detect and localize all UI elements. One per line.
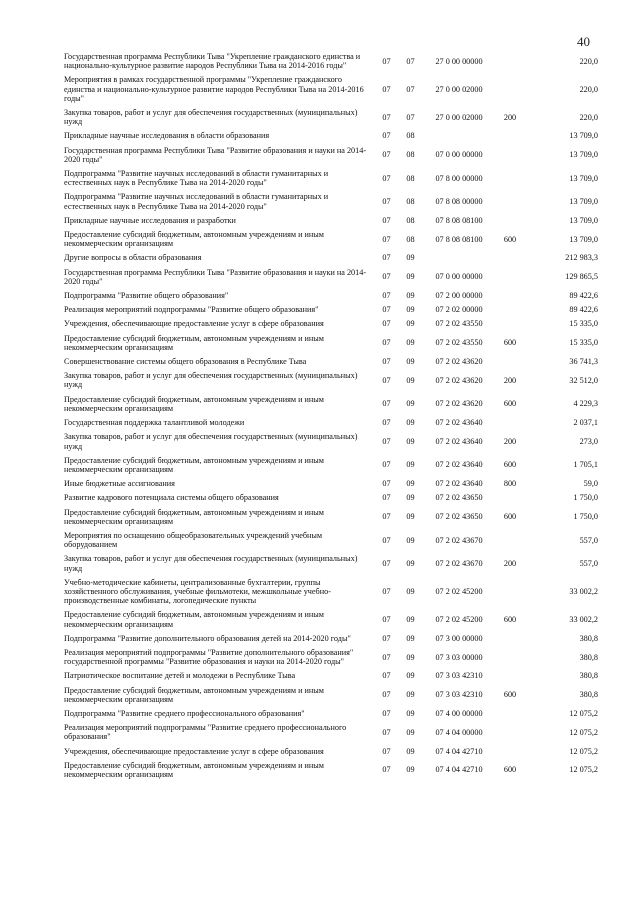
row-expense-type bbox=[495, 318, 525, 332]
row-section: 07 bbox=[382, 197, 391, 207]
row-name: Предоставление субсидий бюджетным, автономным учреждениям и иным некоммерческим организациям bbox=[64, 333, 324, 352]
row-expense-type bbox=[495, 191, 525, 214]
row-subsection: 09 bbox=[406, 512, 415, 522]
row-amount: 12 075,2 bbox=[569, 708, 598, 718]
row-expense-type: 200 bbox=[503, 436, 517, 446]
row-name: Закупка товаров, работ и услуг для обеспечения государственных (муниципальных) нужд bbox=[64, 371, 358, 390]
row-subsection: 09 bbox=[406, 357, 415, 367]
table-row bbox=[64, 492, 598, 506]
row-expense-type bbox=[495, 670, 525, 684]
row-amount: 15 335,0 bbox=[569, 319, 598, 329]
row-name: Подпрограмма "Развитие дополнительного образования детей на 2014-2020 годы" bbox=[64, 633, 351, 643]
row-section: 07 bbox=[382, 272, 391, 282]
table-row bbox=[64, 431, 598, 454]
row-name: Закупка товаров, работ и услуг для обеспечения государственных (муниципальных) нужд bbox=[64, 432, 358, 451]
row-target-article: 07 0 00 00000 bbox=[435, 272, 483, 282]
row-expense-type bbox=[495, 577, 525, 610]
table-row bbox=[64, 455, 598, 478]
row-section: 07 bbox=[382, 708, 391, 718]
row-subsection: 07 bbox=[406, 84, 415, 94]
row-amount: 32 512,0 bbox=[569, 375, 598, 385]
row-target-article: 07 2 02 43620 bbox=[435, 399, 483, 409]
row-target-article: 07 8 08 08100 bbox=[435, 234, 483, 244]
row-section: 07 bbox=[382, 56, 391, 66]
row-name: Государственная поддержка талантливой молодежи bbox=[64, 418, 245, 428]
row-expense-type bbox=[495, 417, 525, 431]
row-amount: 13 709,0 bbox=[569, 173, 598, 183]
row-target-article: 07 2 02 45200 bbox=[435, 614, 483, 624]
page-number: 40 bbox=[577, 34, 590, 49]
table-row bbox=[64, 394, 598, 417]
table-row bbox=[64, 708, 598, 722]
row-name: Предоставление субсидий бюджетным, автономным учреждениям и иным некоммерческим организациям bbox=[64, 760, 324, 779]
row-amount: 89 422,6 bbox=[569, 291, 598, 301]
table-row bbox=[64, 318, 598, 332]
row-target-article: 07 3 03 42310 bbox=[435, 671, 483, 681]
row-amount: 220,0 bbox=[579, 112, 598, 122]
row-target-article: 07 4 04 42710 bbox=[435, 765, 483, 775]
row-section: 07 bbox=[382, 173, 391, 183]
table-row bbox=[64, 722, 598, 745]
row-subsection: 09 bbox=[406, 727, 415, 737]
row-section: 07 bbox=[382, 671, 391, 681]
table-row bbox=[64, 267, 598, 290]
table-row bbox=[64, 356, 598, 370]
row-name: Реализация мероприятий подпрограммы "Развитие общего образования" bbox=[64, 305, 319, 315]
row-subsection: 08 bbox=[406, 150, 415, 160]
row-expense-type bbox=[495, 130, 525, 144]
row-subsection: 08 bbox=[406, 131, 415, 141]
row-amount: 33 002,2 bbox=[569, 586, 598, 596]
row-target-article: 07 2 02 00000 bbox=[435, 305, 483, 315]
row-name: Предоставление субсидий бюджетным, автономным учреждениям и иным некоммерческим организациям bbox=[64, 394, 324, 413]
table-row bbox=[64, 760, 598, 783]
row-name: Учреждения, обеспечивающие предоставление услуг в сфере образования bbox=[64, 319, 324, 329]
row-amount: 13 709,0 bbox=[569, 131, 598, 141]
row-target-article: 07 3 03 00000 bbox=[435, 652, 483, 662]
row-expense-type bbox=[495, 74, 525, 107]
row-subsection: 09 bbox=[406, 375, 415, 385]
row-expense-type bbox=[495, 530, 525, 553]
row-expense-type bbox=[495, 290, 525, 304]
row-target-article: 07 2 02 43640 bbox=[435, 479, 483, 489]
row-name: Государственная программа Республики Тыва "Развитие образования и науки на 2014-2020 годы" bbox=[64, 145, 367, 164]
row-name: Развитие кадрового потенциала системы общего образования bbox=[64, 493, 279, 503]
row-name: Совершенствование системы общего образования в Республике Тыва bbox=[64, 357, 307, 367]
row-section: 07 bbox=[382, 131, 391, 141]
row-section: 07 bbox=[382, 436, 391, 446]
row-target-article: 07 2 02 43670 bbox=[435, 535, 483, 545]
row-amount: 380,8 bbox=[579, 652, 598, 662]
row-name: Подпрограмма "Развитие общего образования" bbox=[64, 291, 229, 301]
row-section: 07 bbox=[382, 614, 391, 624]
row-name: Учебно-методические кабинеты, централизованные бухгалтерии, группы хозяйственного обслуживания, учебные фильмотеки, межшкольные учебно-производственные комбинаты, логопедические пункты bbox=[64, 577, 331, 606]
row-expense-type bbox=[495, 304, 525, 318]
row-subsection: 09 bbox=[406, 399, 415, 409]
row-expense-type: 200 bbox=[503, 112, 517, 122]
row-section: 07 bbox=[382, 418, 391, 428]
row-target-article: 07 2 02 43650 bbox=[435, 493, 483, 503]
table-row bbox=[64, 333, 598, 356]
row-amount: 13 709,0 bbox=[569, 150, 598, 160]
row-expense-type bbox=[495, 708, 525, 722]
row-amount: 13 709,0 bbox=[569, 215, 598, 225]
row-section: 07 bbox=[382, 460, 391, 470]
row-amount: 4 229,3 bbox=[573, 399, 598, 409]
row-expense-type: 600 bbox=[503, 690, 517, 700]
row-amount: 129 865,5 bbox=[565, 272, 598, 282]
row-expense-type: 800 bbox=[503, 479, 517, 489]
row-amount: 13 709,0 bbox=[569, 234, 598, 244]
row-name: Предоставление субсидий бюджетным, автономным учреждениям и иным некоммерческим организациям bbox=[64, 230, 324, 249]
row-section: 07 bbox=[382, 234, 391, 244]
row-subsection: 09 bbox=[406, 305, 415, 315]
row-target-article: 27 0 00 02000 bbox=[435, 84, 483, 94]
row-target-article: 07 8 08 08100 bbox=[435, 215, 483, 225]
row-target-article: 07 2 02 43640 bbox=[435, 436, 483, 446]
table-row bbox=[64, 168, 598, 191]
row-expense-type: 200 bbox=[503, 375, 517, 385]
row-subsection: 09 bbox=[406, 633, 415, 643]
row-amount: 13 709,0 bbox=[569, 197, 598, 207]
row-section: 07 bbox=[382, 512, 391, 522]
row-target-article: 07 2 02 43650 bbox=[435, 512, 483, 522]
row-target-article: 07 2 02 43640 bbox=[435, 460, 483, 470]
table-row bbox=[64, 746, 598, 760]
row-name: Подпрограмма "Развитие среднего профессионального образования" bbox=[64, 708, 305, 718]
row-name: Патриотическое воспитание детей и молодежи в Республике Тыва bbox=[64, 671, 296, 681]
row-amount: 273,0 bbox=[579, 436, 598, 446]
table-row bbox=[64, 553, 598, 576]
row-subsection: 09 bbox=[406, 291, 415, 301]
row-name: Предоставление субсидий бюджетным, автономным учреждениям и иным некоммерческим организациям bbox=[64, 455, 324, 474]
table-row bbox=[64, 107, 598, 130]
row-section: 07 bbox=[382, 319, 391, 329]
row-amount: 15 335,0 bbox=[569, 338, 598, 348]
row-name: Закупка товаров, работ и услуг для обеспечения государственных (муниципальных) нужд bbox=[64, 108, 358, 127]
table-row bbox=[64, 51, 598, 74]
row-expense-type bbox=[495, 168, 525, 191]
row-name: Реализация мероприятий подпрограммы "Развитие среднего профессионального образования" bbox=[64, 723, 347, 742]
row-amount: 59,0 bbox=[583, 479, 598, 489]
row-target-article: 07 2 02 45200 bbox=[435, 586, 483, 596]
row-subsection: 09 bbox=[406, 436, 415, 446]
row-target-article: 27 0 00 02000 bbox=[435, 112, 483, 122]
row-amount: 33 002,2 bbox=[569, 614, 598, 624]
table-row bbox=[64, 633, 598, 647]
table-row bbox=[64, 145, 598, 168]
table-row bbox=[64, 609, 598, 632]
row-amount: 1 750,0 bbox=[573, 512, 598, 522]
row-amount: 212 983,3 bbox=[565, 253, 598, 263]
row-subsection: 09 bbox=[406, 319, 415, 329]
row-section: 07 bbox=[382, 375, 391, 385]
row-subsection: 07 bbox=[406, 56, 415, 66]
row-amount: 36 741,3 bbox=[569, 357, 598, 367]
row-target-article: 07 2 02 43620 bbox=[435, 375, 483, 385]
row-expense-type bbox=[495, 356, 525, 370]
row-amount: 220,0 bbox=[579, 84, 598, 94]
row-subsection: 09 bbox=[406, 418, 415, 428]
row-name: Государственная программа Республики Тыва "Укрепление гражданского единства и национально-культурное развитие народов Республики Тыва на 2014-2016 годы" bbox=[64, 52, 361, 71]
row-subsection: 09 bbox=[406, 493, 415, 503]
row-amount: 12 075,2 bbox=[569, 727, 598, 737]
row-subsection: 09 bbox=[406, 586, 415, 596]
row-amount: 220,0 bbox=[579, 56, 598, 66]
row-section: 07 bbox=[382, 727, 391, 737]
row-subsection: 09 bbox=[406, 614, 415, 624]
row-subsection: 09 bbox=[406, 479, 415, 489]
row-section: 07 bbox=[382, 84, 391, 94]
row-name: Другие вопросы в области образования bbox=[64, 253, 202, 263]
table-row bbox=[64, 647, 598, 670]
row-subsection: 08 bbox=[406, 197, 415, 207]
table-row bbox=[64, 370, 598, 393]
row-name: Прикладные научные исследования в области образования bbox=[64, 131, 270, 141]
row-amount: 380,8 bbox=[579, 671, 598, 681]
table-row bbox=[64, 507, 598, 530]
row-subsection: 09 bbox=[406, 765, 415, 775]
table-row bbox=[64, 417, 598, 431]
row-expense-type: 600 bbox=[503, 765, 517, 775]
row-subsection: 09 bbox=[406, 535, 415, 545]
row-section: 07 bbox=[382, 253, 391, 263]
row-expense-type bbox=[495, 647, 525, 670]
table-body bbox=[64, 51, 598, 783]
row-name: Реализация мероприятий подпрограммы "Развитие дополнительного образования" государственной программы "Развитие образования и науки на 2014-2020 годы" bbox=[64, 647, 354, 667]
row-expense-type bbox=[495, 145, 525, 168]
row-section: 07 bbox=[382, 652, 391, 662]
row-section: 07 bbox=[382, 215, 391, 225]
row-amount: 1 750,0 bbox=[573, 493, 598, 503]
row-amount: 2 037,1 bbox=[573, 418, 598, 428]
row-expense-type: 600 bbox=[503, 399, 517, 409]
row-subsection: 09 bbox=[406, 671, 415, 681]
row-amount: 380,8 bbox=[579, 633, 598, 643]
row-section: 07 bbox=[382, 746, 391, 756]
table-row bbox=[64, 685, 598, 708]
row-section: 07 bbox=[382, 558, 391, 568]
row-subsection: 09 bbox=[406, 558, 415, 568]
row-target-article: 07 2 02 43620 bbox=[435, 357, 483, 367]
row-subsection: 09 bbox=[406, 272, 415, 282]
row-name: Учреждения, обеспечивающие предоставление услуг в сфере образования bbox=[64, 746, 324, 756]
table-row bbox=[64, 577, 598, 610]
row-subsection: 08 bbox=[406, 173, 415, 183]
row-subsection: 08 bbox=[406, 215, 415, 225]
row-target-article: 07 3 00 00000 bbox=[435, 633, 483, 643]
row-target-article bbox=[423, 252, 495, 266]
row-expense-type bbox=[495, 633, 525, 647]
row-target-article: 07 2 02 43640 bbox=[435, 418, 483, 428]
row-section: 07 bbox=[382, 765, 391, 775]
row-name: Прикладные научные исследования и разработки bbox=[64, 215, 236, 225]
row-expense-type: 600 bbox=[503, 512, 517, 522]
row-target-article: 07 2 00 00000 bbox=[435, 291, 483, 301]
table-row bbox=[64, 191, 598, 214]
row-expense-type: 600 bbox=[503, 338, 517, 348]
row-name: Иные бюджетные ассигнования bbox=[64, 479, 175, 489]
row-expense-type bbox=[495, 51, 525, 74]
row-target-article: 07 8 08 00000 bbox=[435, 197, 483, 207]
row-expense-type bbox=[495, 722, 525, 745]
row-subsection: 09 bbox=[406, 338, 415, 348]
row-subsection: 09 bbox=[406, 460, 415, 470]
row-target-article: 07 8 00 00000 bbox=[435, 173, 483, 183]
row-section: 07 bbox=[382, 690, 391, 700]
row-expense-type: 600 bbox=[503, 460, 517, 470]
row-amount: 89 422,6 bbox=[569, 305, 598, 315]
row-name: Подпрограмма "Развитие научных исследований в области гуманитарных и естественных наук в Республике Тыва на 2014-2020 годы" bbox=[64, 169, 329, 188]
table-row bbox=[64, 670, 598, 684]
row-target-article: 07 4 00 00000 bbox=[435, 708, 483, 718]
row-name: Мероприятия по оснащению общеобразовательных учреждений учебным оборудованием bbox=[64, 530, 323, 550]
table-row bbox=[64, 478, 598, 492]
row-expense-type: 600 bbox=[503, 234, 517, 244]
row-name: Предоставление субсидий бюджетным, автономным учреждениям и иным некоммерческим организациям bbox=[64, 685, 324, 704]
row-amount: 12 075,2 bbox=[569, 746, 598, 756]
row-subsection: 09 bbox=[406, 746, 415, 756]
row-expense-type: 600 bbox=[503, 614, 517, 624]
row-target-article: 07 2 02 43550 bbox=[435, 338, 483, 348]
table-row bbox=[64, 252, 598, 266]
row-name: Мероприятия в рамках государственной программы "Укрепление гражданского единства и национально-культурное развитие народов Республики Тыва на 2014-2016 годы" bbox=[64, 75, 364, 103]
row-name: Предоставление субсидий бюджетным, автономным учреждениям и иным некоммерческим организациям bbox=[64, 610, 324, 629]
row-target-article: 27 0 00 00000 bbox=[435, 56, 483, 66]
table-row bbox=[64, 530, 598, 553]
row-target-article: 07 2 02 43670 bbox=[435, 558, 483, 568]
row-section: 07 bbox=[382, 586, 391, 596]
table-row bbox=[64, 304, 598, 318]
row-section: 07 bbox=[382, 112, 391, 122]
row-amount: 557,0 bbox=[579, 558, 598, 568]
row-subsection: 09 bbox=[406, 708, 415, 718]
row-section: 07 bbox=[382, 338, 391, 348]
table-row bbox=[64, 215, 598, 229]
table-row bbox=[64, 229, 598, 252]
row-target-article: 07 4 04 42710 bbox=[435, 746, 483, 756]
row-subsection: 07 bbox=[406, 112, 415, 122]
row-subsection: 08 bbox=[406, 234, 415, 244]
row-amount: 557,0 bbox=[579, 535, 598, 545]
row-section: 07 bbox=[382, 493, 391, 503]
row-amount: 380,8 bbox=[579, 690, 598, 700]
row-amount: 12 075,2 bbox=[569, 765, 598, 775]
row-section: 07 bbox=[382, 357, 391, 367]
row-section: 07 bbox=[382, 399, 391, 409]
row-subsection: 09 bbox=[406, 253, 415, 263]
row-expense-type bbox=[495, 267, 525, 290]
budget-table bbox=[64, 51, 598, 783]
row-section: 07 bbox=[382, 305, 391, 315]
row-expense-type bbox=[495, 215, 525, 229]
row-name: Подпрограмма "Развитие научных исследований в области гуманитарных и естественных наук в Республике Тыва на 2014-2020 годы" bbox=[64, 192, 329, 211]
row-target-article bbox=[423, 130, 495, 144]
row-name: Закупка товаров, работ и услуг для обеспечения государственных (муниципальных) нужд bbox=[64, 554, 358, 573]
row-target-article: 07 0 00 00000 bbox=[435, 150, 483, 160]
table-row bbox=[64, 130, 598, 144]
row-name: Государственная программа Республики Тыва "Развитие образования и науки на 2014-2020 годы" bbox=[64, 267, 367, 286]
row-section: 07 bbox=[382, 150, 391, 160]
row-section: 07 bbox=[382, 479, 391, 489]
table-row bbox=[64, 74, 598, 107]
row-section: 07 bbox=[382, 291, 391, 301]
row-expense-type: 200 bbox=[503, 558, 517, 568]
row-target-article: 07 3 03 42310 bbox=[435, 690, 483, 700]
row-subsection: 09 bbox=[406, 690, 415, 700]
table-row bbox=[64, 290, 598, 304]
row-name: Предоставление субсидий бюджетным, автономным учреждениям и иным некоммерческим организациям bbox=[64, 507, 324, 526]
row-subsection: 09 bbox=[406, 652, 415, 662]
row-expense-type bbox=[495, 746, 525, 760]
row-target-article: 07 4 04 00000 bbox=[435, 727, 483, 737]
row-expense-type bbox=[495, 252, 525, 266]
row-section: 07 bbox=[382, 633, 391, 643]
row-expense-type bbox=[495, 492, 525, 506]
row-target-article: 07 2 02 43550 bbox=[435, 319, 483, 329]
row-amount: 1 705,1 bbox=[573, 460, 598, 470]
row-section: 07 bbox=[382, 535, 391, 545]
